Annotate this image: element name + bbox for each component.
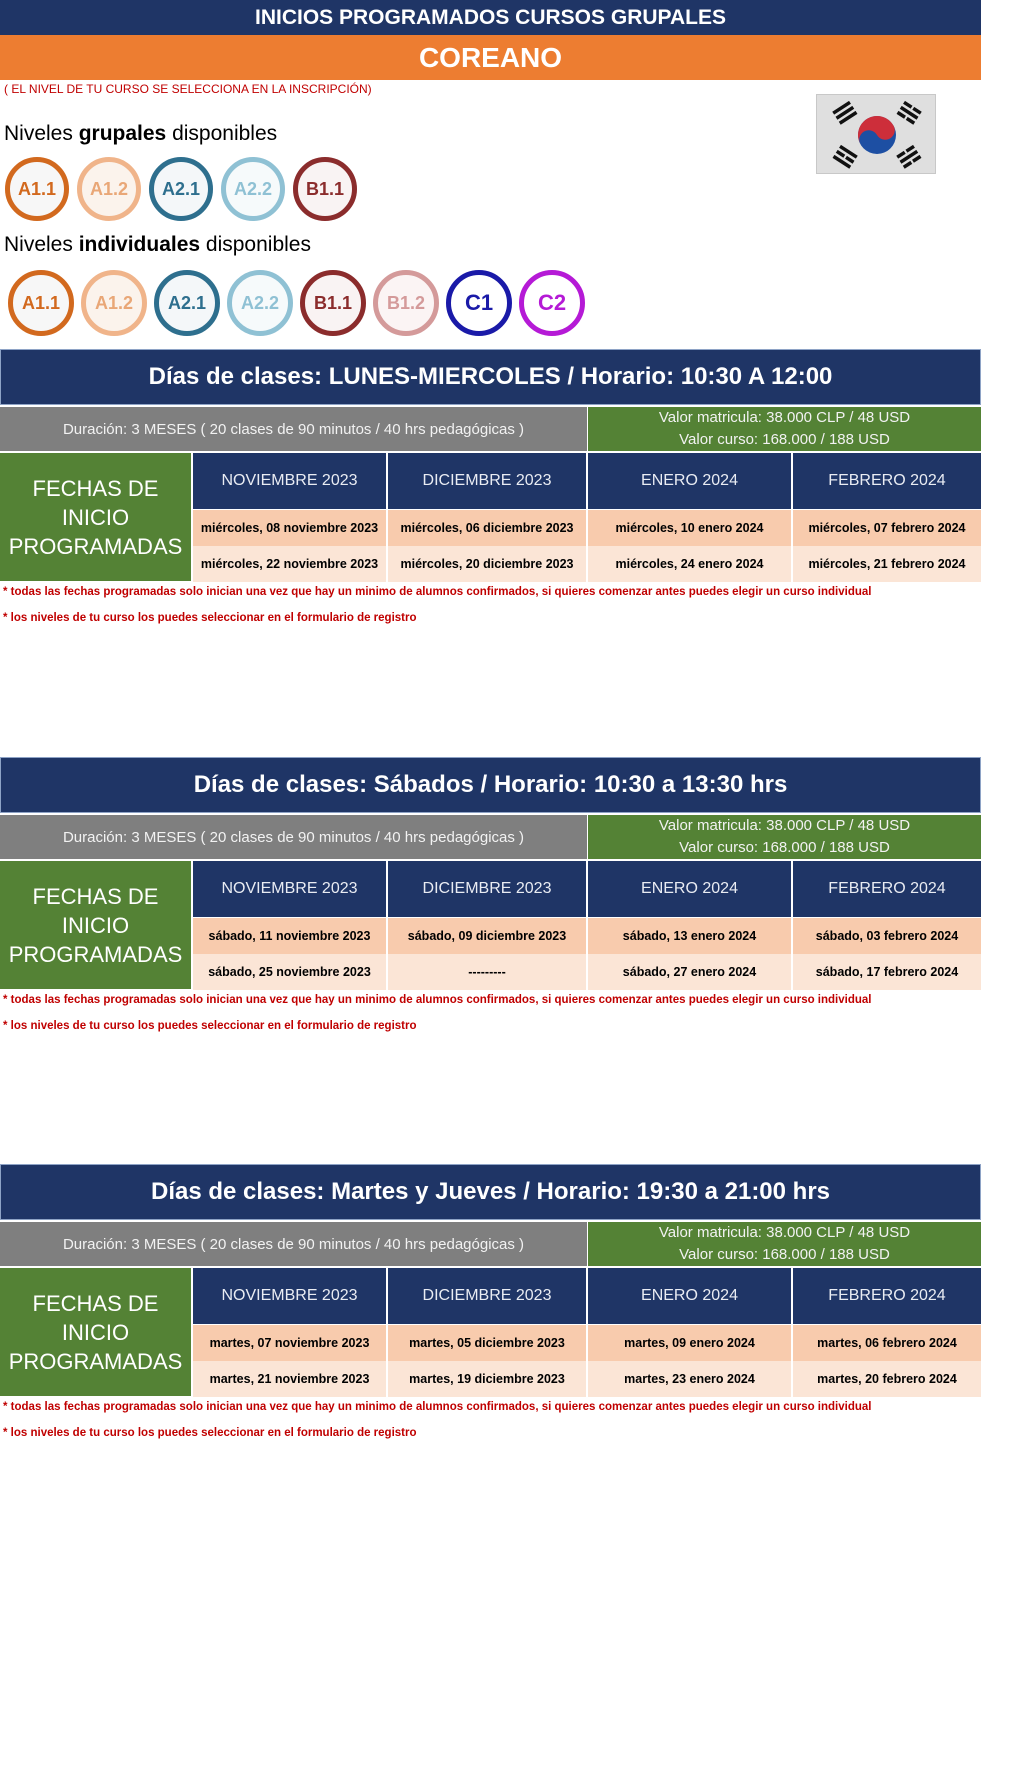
- start-date-cell: miércoles, 08 noviembre 2023: [193, 510, 386, 546]
- south-korea-flag-icon: [816, 94, 936, 174]
- course-price: Valor curso: 168.000 / 188 USD: [679, 839, 890, 856]
- start-date-cell: ---------: [388, 954, 586, 990]
- month-header: NOVIEMBRE 2023: [193, 1268, 386, 1324]
- month-header: NOVIEMBRE 2023: [193, 861, 386, 917]
- month-header: DICIEMBRE 2023: [388, 1268, 586, 1324]
- month-header: FEBRERO 2024: [793, 1268, 981, 1324]
- price-info: [588, 815, 981, 859]
- enrollment-price: Valor matricula: 38.000 CLP / 48 USD: [658, 817, 911, 834]
- individual-levels-label: Niveles individuales disponibles: [4, 233, 311, 256]
- level-badge-a1-2: A1.2: [81, 270, 147, 336]
- start-date-cell: sábado, 11 noviembre 2023: [193, 918, 386, 954]
- level-selection-note: ( EL NIVEL DE TU CURSO SE SELECCIONA EN LA INSCRIPCIÓN): [4, 82, 372, 96]
- start-date-cell: sábado, 13 enero 2024: [588, 918, 791, 954]
- start-date-cell: miércoles, 06 diciembre 2023: [388, 510, 586, 546]
- level-badge-a1-2: A1.2: [77, 157, 141, 221]
- start-date-cell: martes, 19 diciembre 2023: [388, 1361, 586, 1397]
- duration-info: Duración: 3 MESES ( 20 clases de 90 minutos / 40 hrs pedagógicas ): [0, 407, 587, 451]
- level-badge-c2: C2: [519, 270, 585, 336]
- scheduled-start-dates-label: FECHAS DE INICIO PROGRAMADAS: [0, 453, 191, 581]
- start-date-cell: miércoles, 21 febrero 2024: [793, 546, 981, 582]
- course-price: Valor curso: 168.000 / 188 USD: [679, 431, 890, 448]
- level-badge-a2-2: A2.2: [221, 157, 285, 221]
- minimum-students-note: * todas las fechas programadas solo inician una vez que hay un minimo de alumnos confirmados, si quieres comenzar antes puedes elegir un curso individual: [3, 1401, 872, 1413]
- month-header: DICIEMBRE 2023: [388, 861, 586, 917]
- start-date-cell: miércoles, 20 diciembre 2023: [388, 546, 586, 582]
- price-info: [588, 407, 981, 451]
- month-header: FEBRERO 2024: [793, 453, 981, 509]
- minimum-students-note: * todas las fechas programadas solo inician una vez que hay un minimo de alumnos confirmados, si quieres comenzar antes puedes elegir un curso individual: [3, 586, 872, 598]
- level-badge-a1-1: A1.1: [5, 157, 69, 221]
- start-date-cell: sábado, 09 diciembre 2023: [388, 918, 586, 954]
- duration-info: Duración: 3 MESES ( 20 clases de 90 minutos / 40 hrs pedagógicas ): [0, 815, 587, 859]
- level-badge-a1-1: A1.1: [8, 270, 74, 336]
- start-date-cell: sábado, 03 febrero 2024: [793, 918, 981, 954]
- language-title: COREANO: [0, 35, 981, 80]
- start-date-cell: miércoles, 24 enero 2024: [588, 546, 791, 582]
- schedule-heading: Días de clases: Martes y Jueves / Horario: 19:30 a 21:00 hrs: [0, 1164, 981, 1220]
- level-badge-b1-2: B1.2: [373, 270, 439, 336]
- start-date-cell: martes, 09 enero 2024: [588, 1325, 791, 1361]
- start-date-cell: martes, 21 noviembre 2023: [193, 1361, 386, 1397]
- start-date-cell: martes, 23 enero 2024: [588, 1361, 791, 1397]
- enrollment-price: Valor matricula: 38.000 CLP / 48 USD: [658, 1224, 911, 1241]
- start-date-cell: martes, 05 diciembre 2023: [388, 1325, 586, 1361]
- duration-info: Duración: 3 MESES ( 20 clases de 90 minutos / 40 hrs pedagógicas ): [0, 1222, 587, 1266]
- start-date-cell: sábado, 27 enero 2024: [588, 954, 791, 990]
- schedule-heading: Días de clases: LUNES-MIERCOLES / Horario: 10:30 A 12:00: [0, 349, 981, 405]
- month-header: ENERO 2024: [588, 1268, 791, 1324]
- month-header: NOVIEMBRE 2023: [193, 453, 386, 509]
- start-date-cell: miércoles, 22 noviembre 2023: [193, 546, 386, 582]
- start-date-cell: sábado, 25 noviembre 2023: [193, 954, 386, 990]
- level-badge-b1-1: B1.1: [293, 157, 357, 221]
- month-header: ENERO 2024: [588, 453, 791, 509]
- level-registration-note: * los niveles de tu curso los puedes seleccionar en el formulario de registro: [3, 1020, 417, 1032]
- level-badge-a2-1: A2.1: [149, 157, 213, 221]
- price-info: [588, 1222, 981, 1266]
- schedule-section: [0, 757, 981, 1037]
- start-date-cell: miércoles, 07 febrero 2024: [793, 510, 981, 546]
- level-registration-note: * los niveles de tu curso los puedes seleccionar en el formulario de registro: [3, 612, 417, 624]
- scheduled-start-dates-label: FECHAS DE INICIO PROGRAMADAS: [0, 1268, 191, 1396]
- page-title: INICIOS PROGRAMADOS CURSOS GRUPALES: [0, 0, 981, 35]
- group-levels-label: Niveles grupales disponibles: [4, 122, 278, 145]
- enrollment-price: Valor matricula: 38.000 CLP / 48 USD: [658, 409, 911, 426]
- schedule-heading: Días de clases: Sábados / Horario: 10:30 a 13:30 hrs: [0, 757, 981, 813]
- month-header: ENERO 2024: [588, 861, 791, 917]
- level-badge-a2-1: A2.1: [154, 270, 220, 336]
- level-badge-c1: C1: [446, 270, 512, 336]
- level-badge-b1-1: B1.1: [300, 270, 366, 336]
- level-badge-a2-2: A2.2: [227, 270, 293, 336]
- minimum-students-note: * todas las fechas programadas solo inician una vez que hay un minimo de alumnos confirmados, si quieres comenzar antes puedes elegir un curso individual: [3, 994, 872, 1006]
- course-price: Valor curso: 168.000 / 188 USD: [679, 1246, 890, 1263]
- level-registration-note: * los niveles de tu curso los puedes seleccionar en el formulario de registro: [3, 1427, 417, 1439]
- start-date-cell: martes, 06 febrero 2024: [793, 1325, 981, 1361]
- schedule-section: [0, 349, 981, 629]
- schedule-section: [0, 1164, 981, 1444]
- start-date-cell: martes, 20 febrero 2024: [793, 1361, 981, 1397]
- start-date-cell: sábado, 17 febrero 2024: [793, 954, 981, 990]
- start-date-cell: miércoles, 10 enero 2024: [588, 510, 791, 546]
- month-header: FEBRERO 2024: [793, 861, 981, 917]
- scheduled-start-dates-label: FECHAS DE INICIO PROGRAMADAS: [0, 861, 191, 989]
- month-header: DICIEMBRE 2023: [388, 453, 586, 509]
- start-date-cell: martes, 07 noviembre 2023: [193, 1325, 386, 1361]
